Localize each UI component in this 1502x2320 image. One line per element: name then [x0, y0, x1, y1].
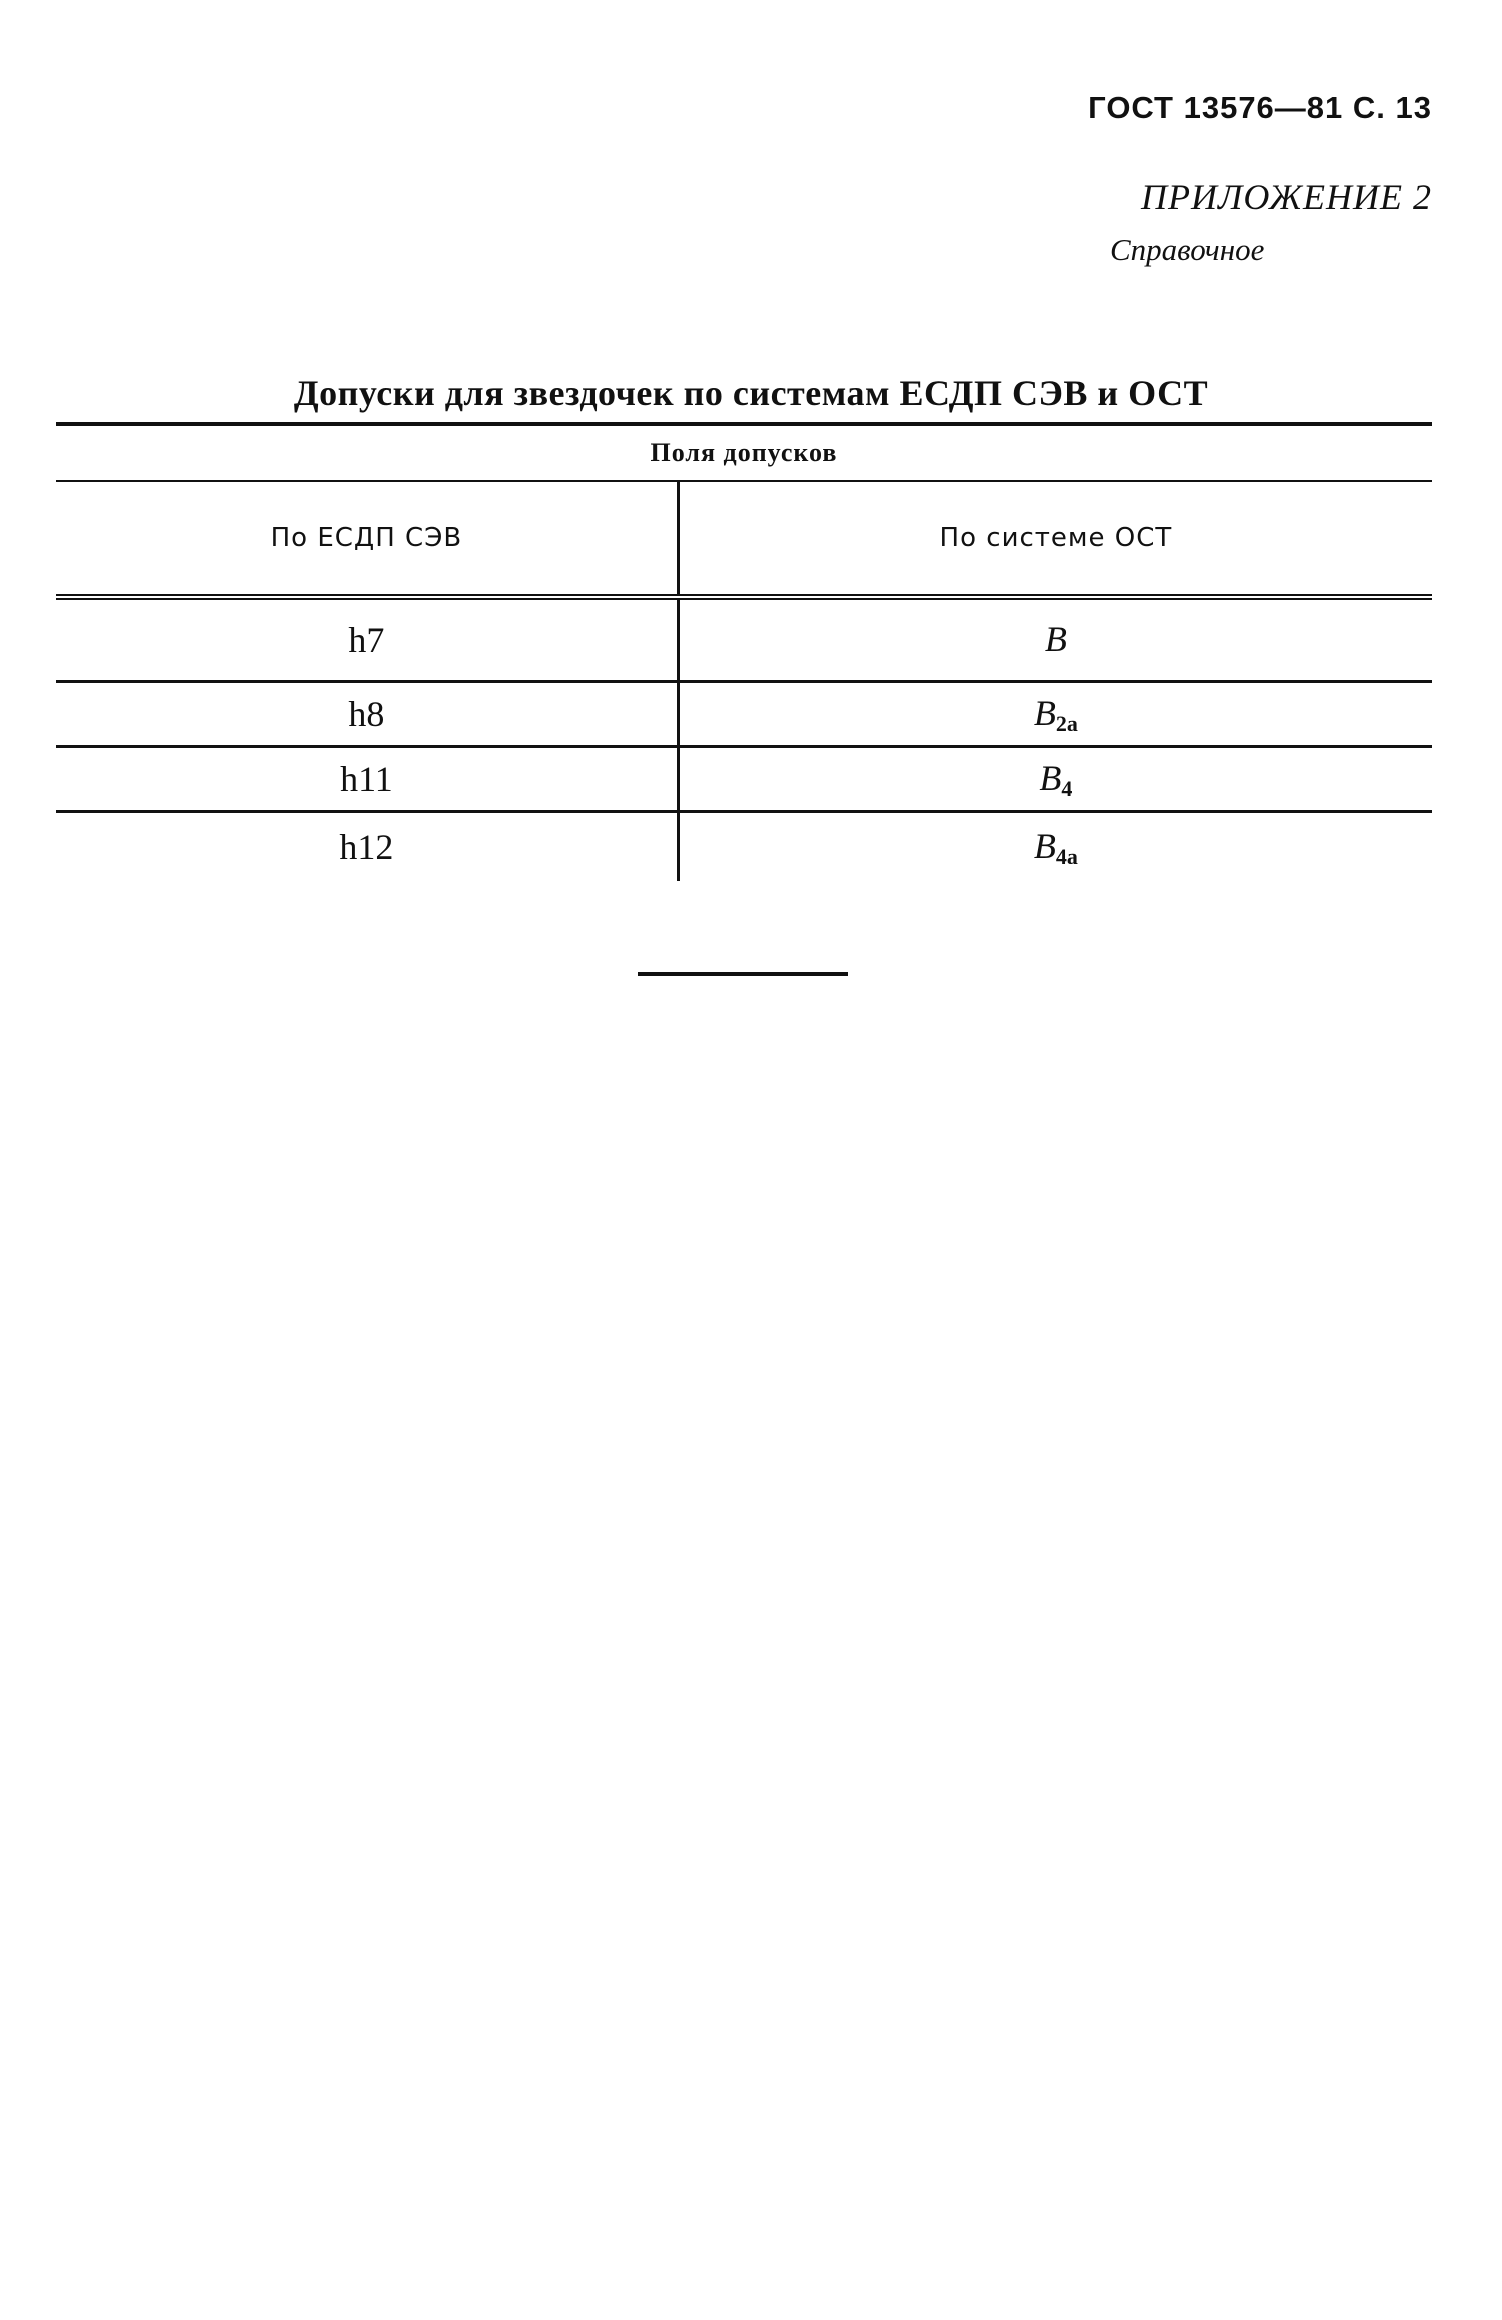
esdp-cell: h8	[56, 682, 678, 747]
esdp-cell: h12	[56, 812, 678, 882]
ost-cell	[678, 682, 1432, 747]
tolerance-table	[56, 422, 1432, 881]
esdp-cell: h11	[56, 747, 678, 812]
table-row	[56, 747, 1432, 812]
ost-base: B	[1033, 825, 1056, 866]
appendix-title: ПРИЛОЖЕНИЕ 2	[1141, 177, 1432, 217]
table-row	[56, 812, 1432, 882]
table-row	[56, 682, 1432, 747]
table-caption: Допуски для звездочек по системам ЕСДП СЭВ и ОСТ	[293, 373, 1209, 413]
ost-base: B	[1039, 757, 1062, 798]
group-header-tolerance-fields: Поля допусков	[56, 424, 1432, 481]
ost-subscript: 4	[1061, 775, 1073, 801]
ost-base: B	[1044, 618, 1067, 659]
ost-subscript: 4a	[1055, 843, 1078, 869]
column-header-ost: По системе ОСТ	[678, 481, 1432, 597]
table-group-header-row	[56, 424, 1432, 481]
esdp-cell: h7	[56, 597, 678, 682]
end-of-text-rule	[638, 972, 848, 976]
column-header-esdp: По ЕСДП СЭВ	[56, 481, 678, 597]
page-header-standard-number: ГОСТ 13576—81 С. 13	[1088, 90, 1432, 125]
ost-subscript: 2a	[1055, 710, 1078, 736]
ost-cell	[678, 597, 1432, 682]
table-row	[56, 597, 1432, 682]
appendix-subtitle: Справочное	[1110, 232, 1265, 267]
table-column-header-row	[56, 481, 1432, 597]
ost-cell	[678, 747, 1432, 812]
ost-base: B	[1033, 692, 1056, 733]
ost-cell	[678, 812, 1432, 882]
